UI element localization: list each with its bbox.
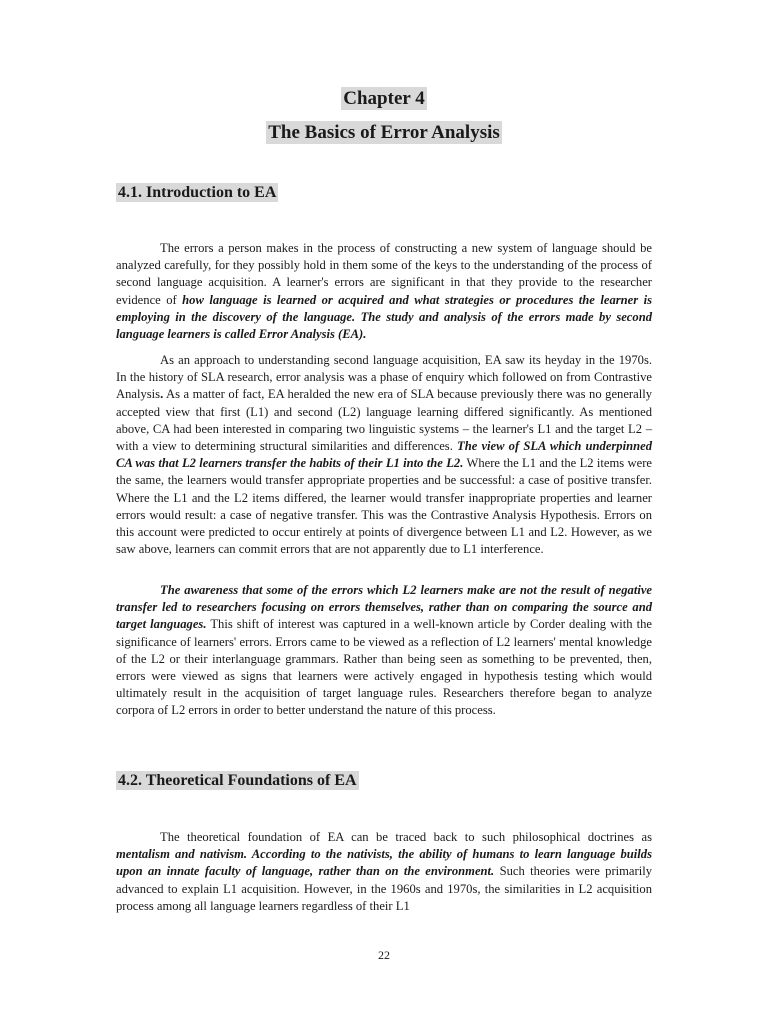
- paragraph-foundations-1: The theoretical foundation of EA can be traced back to such philosophical doctrines as mentalism and nativism. According to the nativists, the ability of humans to learn language builds upon an innate faculty of language, rather than on the environment. Such theories were primarily advanced to explain L1 acquisition. However, in the 1960s and 1970s, the similarities in L2 acquisition process among all language learners regardless of their L1: [116, 830, 653, 913]
- page-number: 22: [378, 948, 390, 962]
- chapter-label: Chapter 4: [343, 88, 425, 109]
- section-heading-4-2: 4.2. Theoretical Foundations of EA: [118, 772, 357, 789]
- paragraph-intro-1: The errors a person makes in the process of constructing a new system of language should be analyzed carefully, for they possibly hold in them some of the keys to the understanding of the process of second language acquisition. A learner's errors are significant in that they provide to the researcher evidence of how language is learned or acquired and what strategies or procedures the learner is employing in the discovery of the language. The study and analysis of the errors made by second language learners is called Error Analysis (EA).: [116, 241, 652, 342]
- paragraph-intro-3: The awareness that some of the errors which L2 learners make are not the result of negative transfer led to researchers focusing on errors themselves, rather than on comparing the source and target languages. This shift of interest was captured in a well-known article by Corder dealing with the significance of learners' errors. Errors came to be viewed as a reflection of L2 learners' mental knowledge of the L2 or their interlanguage grammars. Rather than being seen as something to be prevented, then, errors were viewed as signs that learners were actively engaged in hypothesis testing which would ultimately result in the acquisition of target language rules. Researchers therefore began to analyze corpora of L2 errors in order to better understand the nature of this process.: [116, 583, 652, 718]
- paragraph-intro-2: As an approach to understanding second language acquisition, EA saw its heyday in the 1970s. In the history of SLA research, error analysis was a phase of enquiry which followed on from Contrastive Analysis. As a matter of fact, EA heralded the new era of SLA because previously there was no generally accepted view that first (L1) and second (L2) language learning differed significantly. As mentioned above, CA had been interested in comparing two linguistic systems – the learner's L1 and the target L2 – with a view to determining structural similarities and differences. The view of SLA which underpinned CA was that L2 learners transfer the habits of their L1 into the L2. Where the L1 and the L2 items were the same, the learners would transfer appropriate properties and be successful: a case of positive transfer. Where the L1 and the L2 items differed, the learner would transfer inappropriate properties and learner errors would result: a case of negative transfer. This was the Contrastive Analysis Hypothesis. Errors on this account were predicted to occur entirely at points of divergence between L1 and L2. However, as we saw above, learners can commit errors that are not apparently due to L1 interference.: [116, 353, 652, 557]
- chapter-title: The Basics of Error Analysis: [268, 122, 500, 143]
- section-heading-4-1: 4.1. Introduction to EA: [118, 184, 277, 201]
